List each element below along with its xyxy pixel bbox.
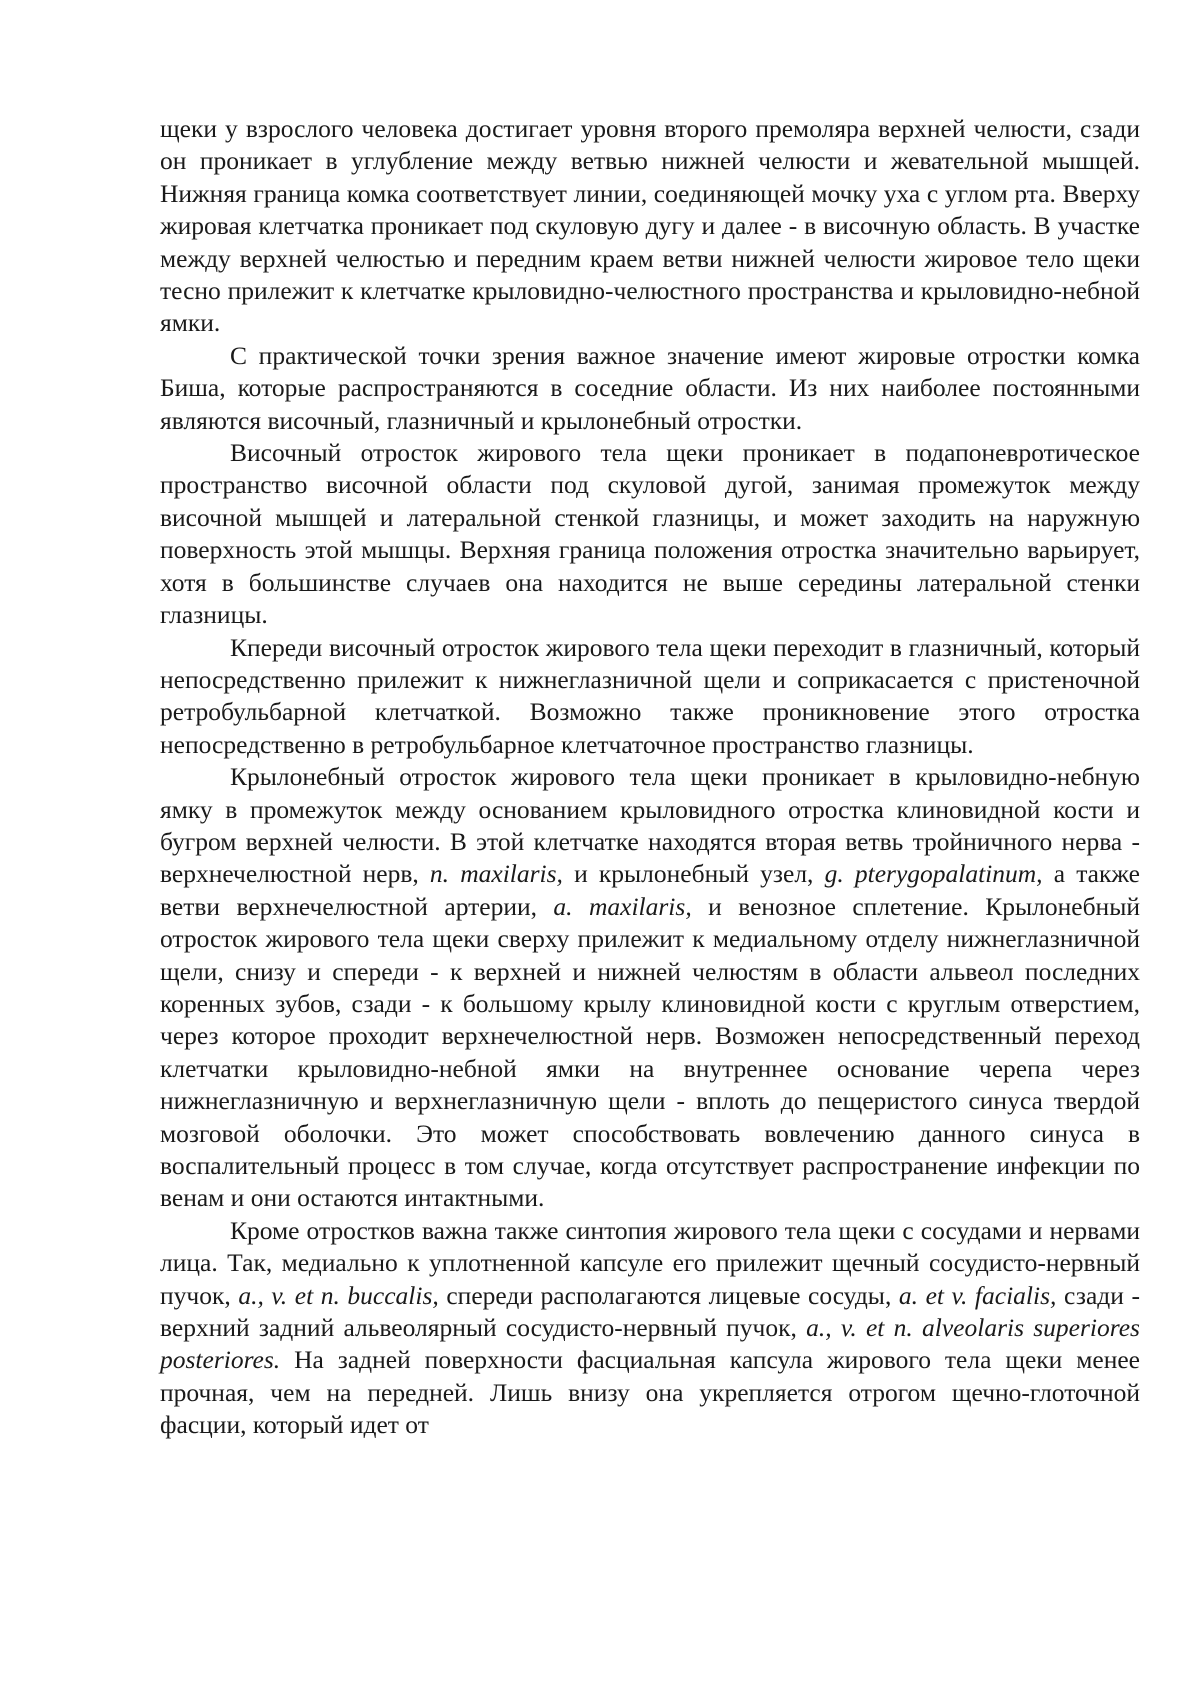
- text-run: Крылонебный отросток жирового тела щеки проникает в крыловидно-небную ямку в промежуток между основанием крыловидного отростка клиновидной кости и бугром верхней челюсти. В этой клетчатке находятся вторая ветвь тройничного нерва - верхнечелюстной нерв,: [160, 762, 1140, 889]
- latin-term: g. pterygopalatinum,: [824, 859, 1043, 889]
- text-run: Височный отросток жирового тела щеки проникает в подапоневротическое пространство височной области под скуловой дугой, занимая промежуток между височной мышцей и латеральной стенкой глазницы, и может заходить на наружную поверхность этой мышцы. Верхняя граница положения отростка значительно варьирует, хотя в большинстве случаев она находится не выше середины латеральной стенки глазницы.: [160, 438, 1140, 630]
- paragraph-2: [160, 340, 1140, 437]
- text-run: щеки у взрослого человека достигает уровня второго премоляра верхней челюсти, сзади он проникает в углубление между ветвью нижней челюсти и жевательной мышцей. Нижняя граница комка соответствует линии, соединяющей мочку уха с углом рта. Вверху жировая клетчатка проникает под скуловую дугу и далее - в височную область. В участке между верхней челюстью и передним краем ветви нижней челюсти жировое тело щеки тесно прилежит к клетчатке крыловидно-челюстного пространства и крыловидно-небной ямки.: [160, 114, 1140, 338]
- paragraph-1: [160, 113, 1140, 340]
- document-page: [160, 113, 1140, 1442]
- latin-term: a., v. et n. buccalis,: [238, 1280, 439, 1310]
- latin-term: a. maxilaris,: [553, 891, 692, 921]
- paragraph-4: [160, 632, 1140, 762]
- text-run: а также ветви верхнечелюстной артерии,: [160, 859, 1140, 921]
- paragraph-6: [160, 1215, 1140, 1442]
- paragraph-3: [160, 437, 1140, 631]
- paragraph-5: [160, 761, 1140, 1215]
- text-run: Кпереди височный отросток жирового тела щеки переходит в глазничный, который непосредственно прилежит к нижнеглазничной щели и соприкасается с пристеночной ретробульбарной клетчаткой. Возможно также проникновение этого отростка непосредственно в ретробульбарное клетчаточное пространство глазницы.: [160, 632, 1140, 759]
- text-run: сзади - верхний задний альвеолярный сосудисто-нервный пучок,: [160, 1280, 1140, 1343]
- text-run: и венозное сплетение. Крылонебный отросток жирового тела щеки сверху прилежит к медиальному отделу нижнеглазничной щели, снизу и спереди - к верхней и нижней челюстям в области альвеол последних коренных зубов, сзади - к большому крылу клиновидной кости с круглым отверстием, через которое проходит верхнечелюстной нерв. Возможен непосредственный переход клетчатки крыловидно-небной ямки на внутреннее основание черепа через нижнеглазничную и верхнеглазничную щели - вплоть до пещеристого синуса твердой мозговой оболочки. Это может способствовать вовлечению данного синуса в воспалительный процесс в том случае, когда отсутствует распространение инфекции по венам и они остаются интактными.: [160, 891, 1140, 1213]
- text-run: На задней поверхности фасциальная капсула жирового тела щеки менее прочная, чем на передней. Лишь внизу она укрепляется отрогом щечно-глоточной фасции, который идет от: [160, 1345, 1140, 1440]
- text-run: С практической точки зрения важное значение имеют жировые отростки комка Биша, которые распространяются в соседние области. Из них наиболее постоянными являются височный, глазничный и крылонебный отростки.: [160, 340, 1140, 435]
- latin-term: a., v. et n. alveolaris superiores posteriores.: [160, 1313, 1140, 1375]
- text-run: Кроме отростков важна также синтопия жирового тела щеки с сосудами и нервами лица. Так, медиально к уплотненной капсуле его прилежит щечный сосудисто-нервный пучок,: [160, 1215, 1140, 1310]
- text-run: и крылонебный узел,: [562, 859, 825, 889]
- text-run: спереди располагаются лицевые сосуды,: [438, 1280, 899, 1310]
- latin-term: n. maxilaris,: [429, 859, 563, 889]
- latin-term: a. et v. facialis,: [898, 1280, 1057, 1310]
